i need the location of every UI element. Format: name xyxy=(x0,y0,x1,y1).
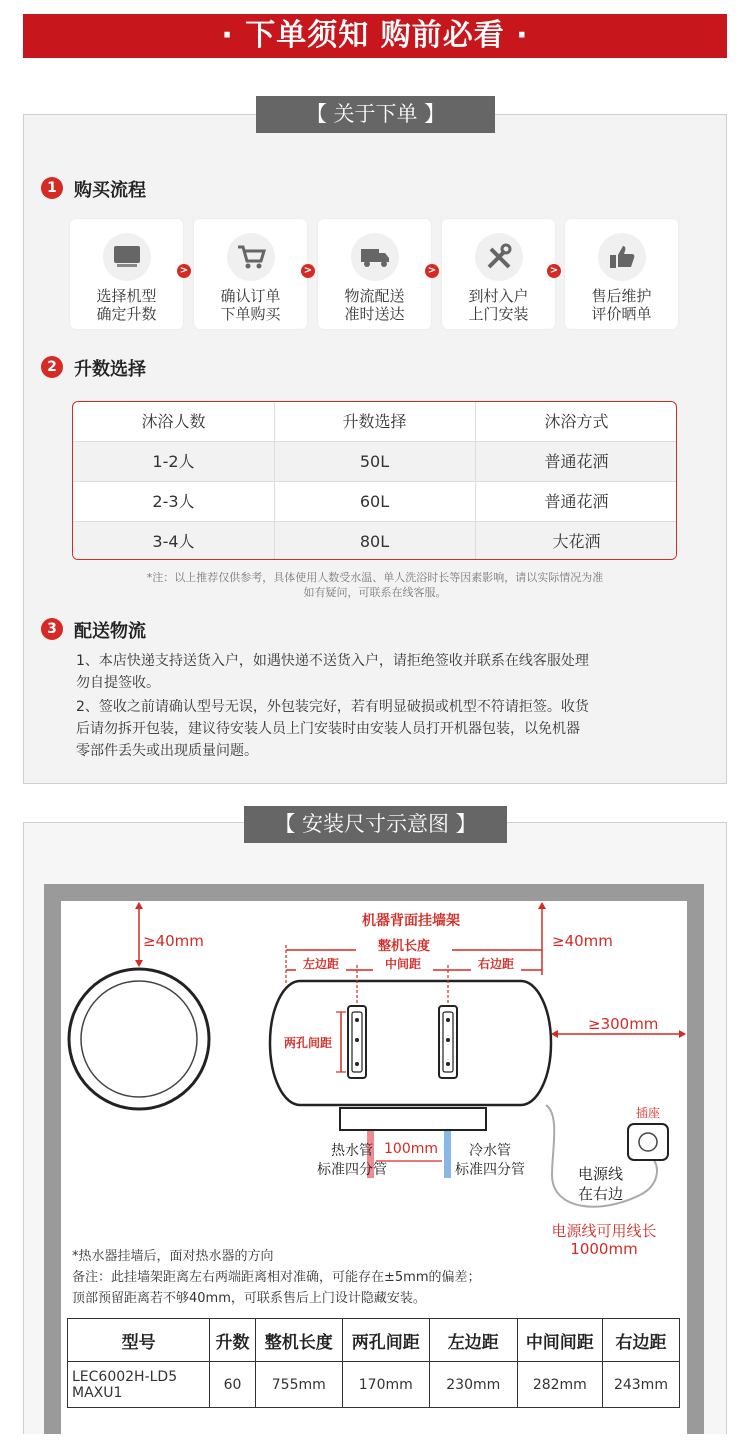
hole-distance-label: 两孔间距 xyxy=(284,1036,333,1050)
cold-water-pipe xyxy=(444,1131,451,1178)
note-line: *热水器挂墙后，面对热水器的方向 xyxy=(72,1249,274,1264)
wall-left xyxy=(44,884,61,1434)
section-number-1: 1 xyxy=(41,177,63,199)
table-cell: 3-4人 xyxy=(152,532,195,551)
chevron-right-icon: > xyxy=(301,264,315,278)
hot-pipe-label xyxy=(317,1142,387,1180)
table-header: 沐浴人数 xyxy=(141,412,206,431)
total-length-label: 整机长度 xyxy=(356,935,452,954)
hot-pipe-line2: 标准四分管 xyxy=(317,1162,387,1178)
cold-pipe-line1: 冷水管 xyxy=(469,1143,511,1159)
note-line: 顶部预留距离若不够40mm，可联系售后上门设计隐藏安装。 xyxy=(72,1291,426,1306)
side-gap-label: ≥300mm xyxy=(588,1015,659,1033)
table-cell: 80L xyxy=(359,532,390,551)
wall-top xyxy=(44,884,704,901)
install-notes xyxy=(72,1246,481,1309)
spec-cell: 230mm xyxy=(429,1362,517,1408)
table-cell: 60L xyxy=(359,492,390,511)
para-line: 1、本店快递支持送货入户，如遇快递不送货入户，请拒绝签收并联系在线客服处理 xyxy=(76,653,589,669)
spec-header: 整机长度 xyxy=(255,1319,342,1362)
cord-length-label xyxy=(544,1222,664,1258)
step-line2: 评价晒单 xyxy=(591,305,652,323)
step-line2: 准时送达 xyxy=(344,305,405,323)
para-line: 勿自提签收。 xyxy=(76,675,160,691)
table-cell: 2-3人 xyxy=(152,492,195,511)
spec-header: 左边距 xyxy=(429,1319,517,1362)
spec-model-cell xyxy=(68,1362,210,1408)
heater-side-view xyxy=(69,969,209,1109)
spec-cell: 755mm xyxy=(255,1362,342,1408)
spec-header: 升数 xyxy=(210,1319,256,1362)
step-line2: 上门安装 xyxy=(468,305,529,323)
cold-pipe-line2: 标准四分管 xyxy=(455,1162,525,1178)
cold-pipe-label xyxy=(455,1142,525,1180)
spec-cell: 60 xyxy=(210,1362,256,1408)
bracket-title: 机器背面挂墙架 xyxy=(362,913,460,929)
pipe-gap-label: 100mm xyxy=(384,1141,438,1157)
spec-cell: 170mm xyxy=(342,1362,429,1408)
spec-header: 中间间距 xyxy=(517,1319,602,1362)
spec-cell: 243mm xyxy=(602,1362,679,1408)
capacity-choice-title: 升数选择 xyxy=(74,359,146,380)
spec-header: 两孔间距 xyxy=(342,1319,429,1362)
cord-length-line1: 电源线可用线长 xyxy=(551,1222,657,1240)
model-line1: LEC6002H-LD5 xyxy=(72,1368,178,1385)
section-number-3: 3 xyxy=(41,618,63,640)
right-distance-label: 右边距 xyxy=(471,955,521,972)
note-line: 备注：此挂墙架距离左右两端距离相对准确，可能存在±5mm的偏差； xyxy=(72,1270,481,1285)
step-line2: 确定升数 xyxy=(96,305,157,323)
para-line: 2、签收之前请确认型号无误，外包装完好，若有明显破损或机型不符请拒签。收货 xyxy=(76,699,589,715)
step-line2: 下单购买 xyxy=(220,305,281,323)
spec-table xyxy=(67,1318,680,1408)
cord-side-line2: 在右边 xyxy=(578,1185,624,1203)
install-tab-title: 【 安装尺寸示意图 】 xyxy=(244,806,507,843)
section-number-2: 2 xyxy=(41,356,63,378)
chevron-right-icon: > xyxy=(425,264,439,278)
chevron-right-icon: > xyxy=(177,264,191,278)
step-line1: 选择机型 xyxy=(96,287,157,305)
cord-side-label xyxy=(578,1164,623,1204)
table-cell: 普通花洒 xyxy=(544,492,609,511)
cord-length-line2: 1000mm xyxy=(570,1240,638,1258)
model-line2: MAXU1 xyxy=(72,1384,123,1401)
chevron-right-icon: > xyxy=(547,264,561,278)
step-line1: 物流配送 xyxy=(344,287,405,305)
step-line1: 确认订单 xyxy=(220,287,281,305)
table-header: 升数选择 xyxy=(342,412,407,431)
wall-right xyxy=(687,884,704,1434)
notice-banner: · 下单须知 购前必看 · xyxy=(23,14,727,58)
para-line: 后请勿拆开包装，建议待安装人员上门安装时由安装人员打开机器包装，以免机器 xyxy=(76,721,580,737)
top-gap-left-label: ≥40mm xyxy=(143,932,204,950)
heater-bottom-cover xyxy=(340,1108,486,1130)
table-cell: 50L xyxy=(359,452,390,471)
note-line: *注：以上推荐仅供参考，具体使用人数受水温、单人洗浴时长等因素影响，请以实际情况为准 xyxy=(146,571,604,584)
table-cell: 大花洒 xyxy=(552,532,601,551)
top-gap-right-label: ≥40mm xyxy=(552,932,613,950)
table-header: 沐浴方式 xyxy=(544,412,609,431)
spec-header: 型号 xyxy=(68,1319,210,1362)
cord-side-line1: 电源线 xyxy=(578,1165,624,1183)
step-line1: 到村入户 xyxy=(468,287,529,305)
socket-label: 插座 xyxy=(636,1106,661,1120)
spec-cell: 282mm xyxy=(517,1362,602,1408)
order-tab-title: 【 关于下单 】 xyxy=(256,96,495,133)
table-cell: 普通花洒 xyxy=(544,452,609,471)
note-line: 如有疑问，可联系在线客服。 xyxy=(303,586,447,599)
hot-pipe-line1: 热水管 xyxy=(331,1143,373,1159)
middle-distance-label: 中间距 xyxy=(373,955,433,972)
spec-header: 右边距 xyxy=(602,1319,679,1362)
table-cell: 1-2人 xyxy=(152,452,195,471)
step-line1: 售后维护 xyxy=(591,287,652,305)
para-line: 零部件丢失或出现质量问题。 xyxy=(76,743,258,759)
purchase-flow-title: 购买流程 xyxy=(74,180,146,201)
delivery-logistics-title: 配送物流 xyxy=(74,621,146,642)
left-distance-label: 左边距 xyxy=(296,955,346,972)
